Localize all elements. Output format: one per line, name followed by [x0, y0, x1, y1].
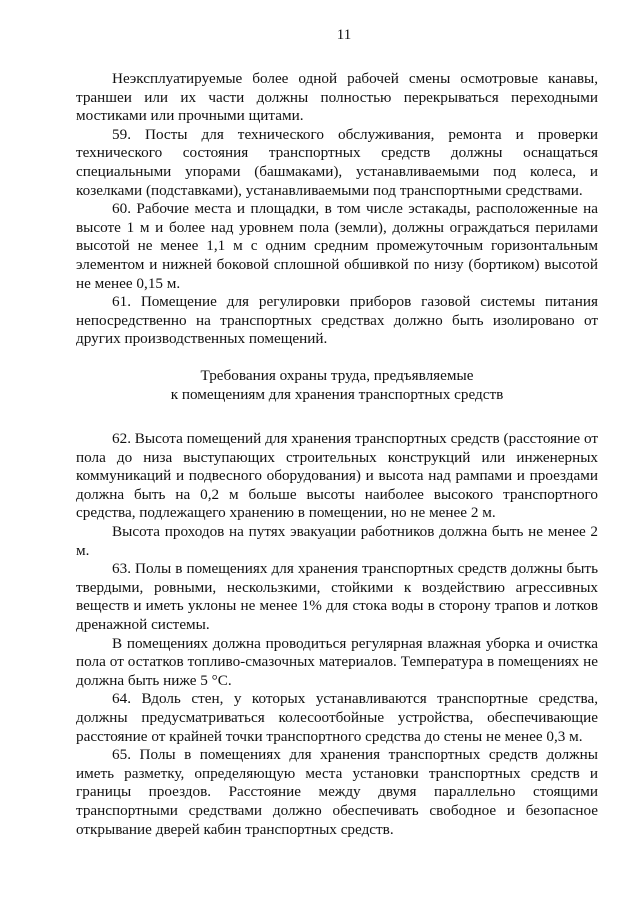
- paragraph-inspection-pits: Неэксплуатируемые более одной рабочей смены осмотровые канавы, траншеи или их части должны полностью перекрываться переходными мостиками или прочными щитами.: [76, 70, 598, 125]
- paragraph-62: 62. Высота помещений для хранения транспортных средств (расстояние от пола до низа выступающих строительных конструкций или инженерных коммуникаций и подвесного оборудования) и высота над рампами и проездами должна быть на 0,2 м больше высоты наиболее высокого транспортного средства, подлежащего хранению в помещении, но не менее 2 м.: [76, 430, 598, 522]
- paragraph-64: 64. Вдоль стен, у которых устанавливаются транспортные средства, должны предусматриваться колесоотбойные устройства, обеспечивающие расстояние от крайней точки транспортного средства до стены не менее 0,3 м.: [76, 690, 598, 745]
- page-number: 11: [336, 27, 352, 43]
- paragraph-62-evacuation: Высота проходов на путях эвакуации работников должна быть не менее 2 м.: [76, 523, 598, 559]
- paragraph-63: 63. Полы в помещениях для хранения транспортных средств должны быть твердыми, ровными, нескользкими, стойкими к воздействию агрессивных веществ и иметь уклоны не менее 1% для стока воды в сторону трапов и лотков дренажной системы.: [76, 560, 598, 634]
- paragraph-61: 61. Помещение для регулировки приборов газовой системы питания непосредственно на транспортных средствах должно быть изолировано от других производственных помещений.: [76, 293, 598, 348]
- paragraph-65: 65. Полы в помещениях для хранения транспортных средств должны иметь разметку, определяющую места установки транспортных средств и границы проездов. Расстояние между двумя параллельно стоящими транспортными средствами должно обеспечивать свободное и безопасное открывание дверей кабин транспортных средств.: [76, 746, 598, 838]
- paragraph-63-cleaning: В помещениях должна проводиться регулярная влажная уборка и очистка пола от остатков топливо-смазочных материалов. Температура в помещениях не должна быть ниже 5 °С.: [76, 634, 598, 689]
- section-heading: [76, 367, 598, 404]
- section-heading-line-2: к помещениям для хранения транспортных средств: [170, 385, 504, 403]
- document-page: [76, 26, 598, 839]
- paragraph-59: 59. Посты для технического обслуживания, ремонта и проверки технического состояния транспортных средств должны оснащаться специальными упорами (башмаками), устанавливаемыми под колеса, и козелками (подставками), устанавливаемыми под транспортными средствами.: [76, 125, 598, 199]
- paragraph-60: 60. Рабочие места и площадки, в том числе эстакады, расположенные на высоте 1 м и более над уровнем пола (земли), должны ограждаться перилами высотой не менее 1,1 м с одним средним промежуточным горизонтальным элементом и нижней боковой сплошной обшивкой по низу (бортиком) высотой не менее 0,15 м.: [76, 200, 598, 292]
- section-heading-line-1: Требования охраны труда, предъявляемые: [200, 366, 474, 384]
